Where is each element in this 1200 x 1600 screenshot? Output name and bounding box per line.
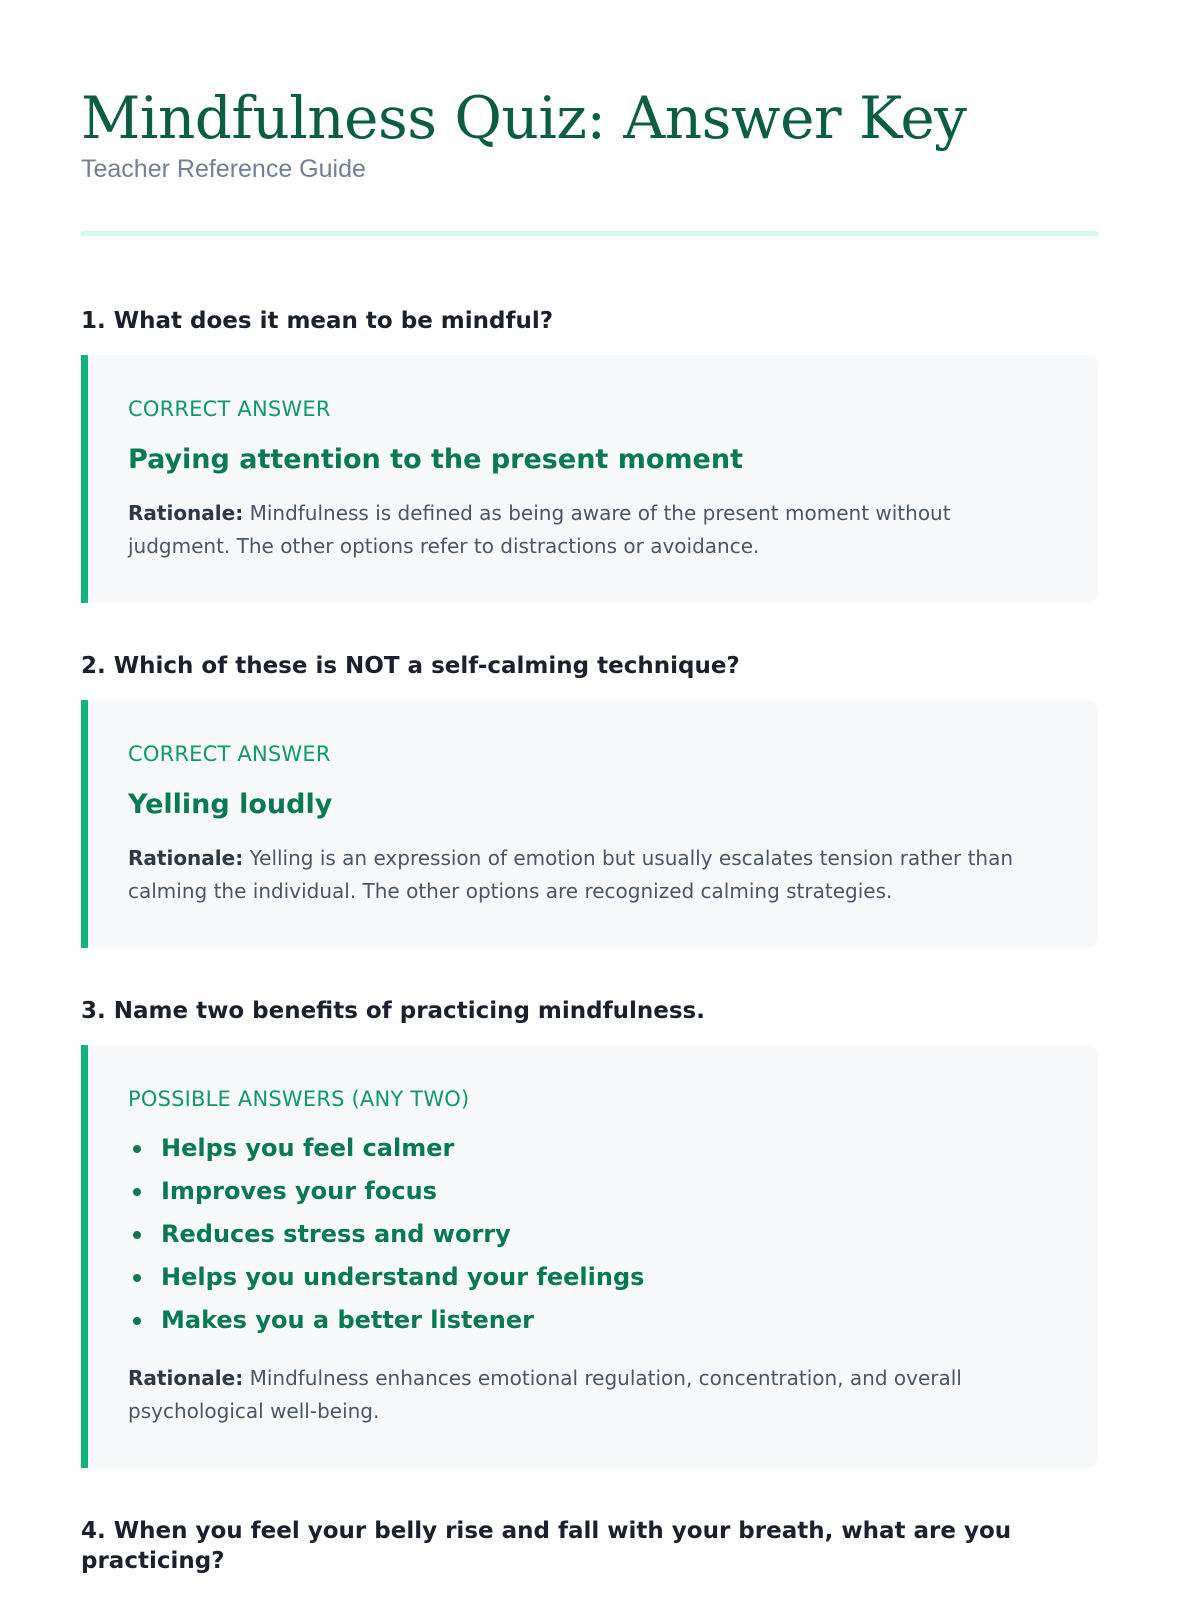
list-item xyxy=(128,1256,1058,1299)
rationale xyxy=(128,497,1058,563)
bullet-icon xyxy=(133,1231,141,1239)
rationale-text: Yelling is an expression of emotion but usually escalates tension rather than calming the individual. The other options are recognized calming strategies. xyxy=(128,846,1014,903)
question-section-2 xyxy=(81,651,1098,948)
answer-item-text: Helps you understand your feelings xyxy=(161,1263,645,1291)
header-divider xyxy=(81,231,1098,236)
answer-item-text: Improves your focus xyxy=(161,1177,437,1205)
rationale-label: Rationale: xyxy=(128,1366,244,1390)
list-item xyxy=(128,1170,1058,1213)
possible-answers-list xyxy=(128,1127,1058,1342)
answer-item-text: Makes you a better listener xyxy=(161,1306,534,1334)
answer-kicker: CORRECT ANSWER xyxy=(128,397,331,421)
answer-kicker: POSSIBLE ANSWERS (ANY TWO) xyxy=(128,1087,470,1111)
list-item xyxy=(128,1213,1058,1256)
list-item xyxy=(128,1127,1058,1170)
answer-kicker: CORRECT ANSWER xyxy=(128,742,331,766)
bullet-icon xyxy=(133,1317,141,1325)
rationale-text: Mindfulness enhances emotional regulation, concentration, and overall psychological well-being. xyxy=(128,1366,962,1423)
question-section-3 xyxy=(81,996,1098,1468)
rationale-label: Rationale: xyxy=(128,501,244,525)
correct-answer: Paying attention to the present moment xyxy=(128,444,743,475)
correct-answer: Yelling loudly xyxy=(128,789,333,820)
question-text: 1. What does it mean to be mindful? xyxy=(81,308,554,334)
question-section-1 xyxy=(81,306,1098,603)
bullet-icon xyxy=(133,1274,141,1282)
page-title: Mindfulness Quiz: Answer Key xyxy=(81,84,967,152)
bullet-icon xyxy=(133,1145,141,1153)
answer-item-text: Reduces stress and worry xyxy=(161,1220,511,1248)
rationale-text: Mindfulness is defined as being aware of the present moment without judgment. The other options refer to distractions or avoidance. xyxy=(128,501,951,558)
list-item xyxy=(128,1299,1058,1342)
question-text: 2. Which of these is NOT a self-calming technique? xyxy=(81,653,740,679)
question-text: 3. Name two benefits of practicing mindfulness. xyxy=(81,998,705,1024)
page-header xyxy=(81,0,1098,236)
bullet-icon xyxy=(133,1188,141,1196)
answer-item-text: Helps you feel calmer xyxy=(161,1134,455,1162)
rationale-label: Rationale: xyxy=(128,846,244,870)
answer-card xyxy=(81,1045,1098,1468)
question-text: 4. When you feel your belly rise and fall with your breath, what are you practicing? xyxy=(81,1518,1012,1574)
answer-card xyxy=(81,700,1098,948)
question-section-4 xyxy=(81,1516,1098,1576)
rationale xyxy=(128,1362,1058,1428)
rationale xyxy=(128,842,1058,908)
page-subtitle: Teacher Reference Guide xyxy=(81,155,366,183)
answer-card xyxy=(81,355,1098,603)
